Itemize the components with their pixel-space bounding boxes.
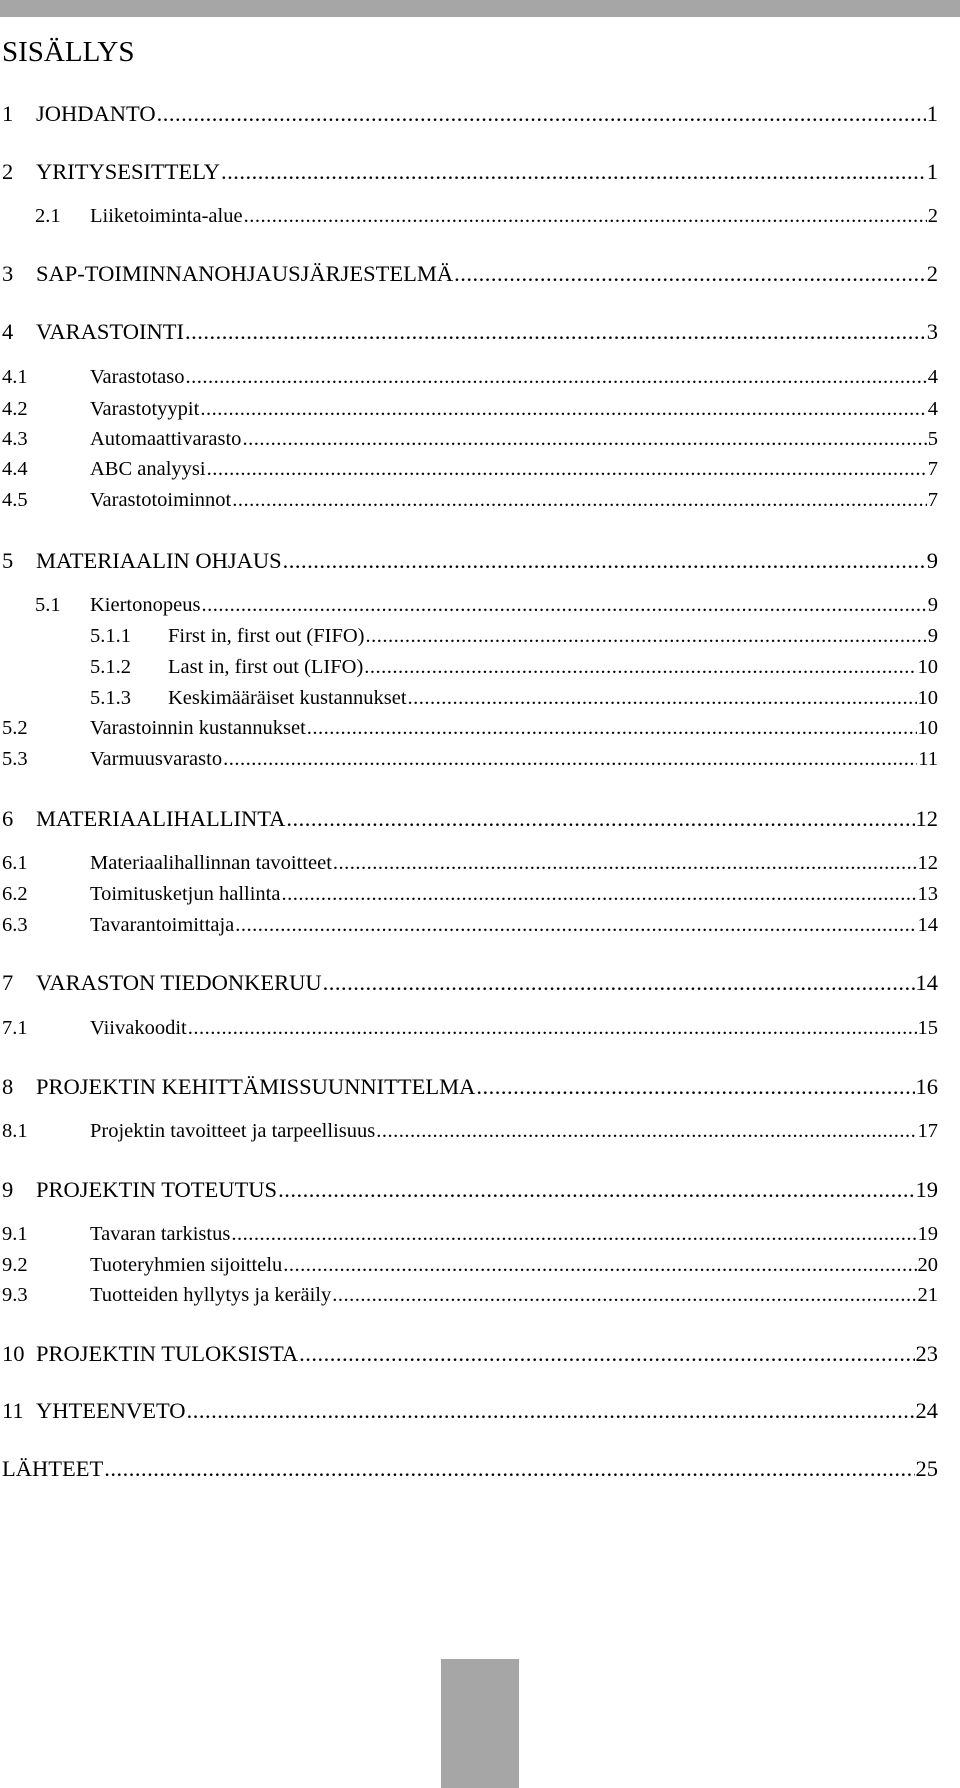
toc-page-number: 4 bbox=[927, 398, 938, 420]
toc-number: 5.1.1 bbox=[90, 625, 131, 647]
toc-entry-4-3[interactable] bbox=[2, 428, 938, 462]
toc-number: 4.3 bbox=[2, 428, 28, 450]
toc-title: JOHDANTO bbox=[36, 101, 156, 126]
toc-dot-leader bbox=[242, 428, 926, 451]
toc-entry-9-1[interactable] bbox=[2, 1223, 938, 1257]
toc-dot-leader bbox=[232, 489, 927, 512]
toc-page-number: 19 bbox=[915, 1177, 938, 1202]
toc-number: 4.2 bbox=[2, 398, 28, 420]
toc-entry-lahteet[interactable] bbox=[2, 1456, 938, 1490]
toc-entry-4[interactable] bbox=[2, 319, 938, 353]
toc-entry-1[interactable] bbox=[2, 101, 938, 135]
toc-entry-9[interactable] bbox=[2, 1177, 938, 1211]
toc-dot-leader bbox=[408, 687, 917, 710]
toc-entry-8-1[interactable] bbox=[2, 1120, 938, 1154]
toc-page-number: 10 bbox=[917, 717, 938, 739]
toc-title: Varastoinnin kustannukset bbox=[90, 717, 306, 739]
toc-dot-leader bbox=[283, 1254, 916, 1277]
toc-number: 2 bbox=[2, 159, 14, 184]
toc-page-number: 23 bbox=[915, 1341, 938, 1366]
toc-dot-leader bbox=[333, 852, 917, 875]
toc-title: VARASTON TIEDONKERUU bbox=[36, 970, 322, 995]
toc-page-number: 20 bbox=[917, 1254, 938, 1276]
toc-page-number: 10 bbox=[917, 656, 938, 678]
toc-title: Varastotyypit bbox=[90, 398, 200, 420]
toc-title: ABC analyysi bbox=[90, 458, 206, 480]
toc-number: 8.1 bbox=[2, 1120, 28, 1142]
toc-dot-leader bbox=[201, 594, 926, 617]
toc-entry-9-3[interactable] bbox=[2, 1284, 938, 1318]
toc-dot-leader bbox=[231, 1223, 916, 1246]
toc-title: PROJEKTIN KEHITTÄMISSUUNNITTELMA bbox=[36, 1074, 476, 1099]
toc-page-number: 12 bbox=[915, 806, 938, 831]
toc-page-number: 7 bbox=[927, 458, 938, 480]
bottom-grey-block bbox=[441, 1659, 519, 1788]
toc-entry-5-1[interactable] bbox=[35, 594, 938, 628]
toc-dot-leader bbox=[157, 101, 926, 127]
toc-title: Tuoteryhmien sijoittelu bbox=[90, 1254, 283, 1276]
toc-dot-leader bbox=[186, 366, 927, 389]
toc-dot-leader bbox=[454, 261, 926, 287]
toc-title: Tavarantoimittaja bbox=[90, 914, 235, 936]
toc-page-number: 13 bbox=[917, 883, 938, 905]
toc-title: Tuotteiden hyllytys ja keräily bbox=[90, 1284, 332, 1306]
toc-page-number: 5 bbox=[927, 428, 938, 450]
toc-number: 4.5 bbox=[2, 489, 28, 511]
toc-entry-6-1[interactable] bbox=[2, 852, 938, 886]
toc-page-number: 4 bbox=[927, 366, 938, 388]
toc-entry-5-1-3[interactable] bbox=[90, 687, 938, 721]
toc-page-number: 11 bbox=[918, 748, 938, 770]
toc-dot-leader bbox=[187, 1398, 915, 1424]
toc-number: 6.3 bbox=[2, 914, 28, 936]
toc-title: First in, first out (FIFO) bbox=[168, 625, 365, 647]
toc-dot-leader bbox=[364, 656, 916, 679]
toc-dot-leader bbox=[200, 398, 926, 421]
toc-page-number: 25 bbox=[915, 1456, 938, 1481]
toc-title: PROJEKTIN TULOKSISTA bbox=[36, 1341, 299, 1366]
toc-entry-2-1[interactable] bbox=[35, 205, 938, 239]
toc-dot-leader bbox=[307, 717, 917, 740]
toc-page-number: 1 bbox=[926, 159, 938, 184]
toc-entry-4-4[interactable] bbox=[2, 458, 938, 492]
toc-title: Toimitusketjun hallinta bbox=[90, 883, 281, 905]
toc-number: 7 bbox=[2, 970, 14, 995]
toc-title: Automaattivarasto bbox=[90, 428, 242, 450]
toc-number: 3 bbox=[2, 261, 14, 286]
toc-page-number: 1 bbox=[926, 101, 938, 126]
toc-page-number: 9 bbox=[926, 548, 938, 573]
toc-number: 4 bbox=[2, 319, 14, 344]
toc-number: 9.1 bbox=[2, 1223, 28, 1245]
toc-title: Liiketoiminta-alue bbox=[90, 205, 243, 227]
toc-entry-6-2[interactable] bbox=[2, 883, 938, 917]
toc-dot-leader bbox=[286, 806, 914, 832]
toc-number: 7.1 bbox=[2, 1017, 28, 1039]
toc-number: 4.1 bbox=[2, 366, 28, 388]
toc-dot-leader bbox=[235, 914, 916, 937]
toc-title: Last in, first out (LIFO) bbox=[168, 656, 364, 678]
toc-title: Projektin tavoitteet ja tarpeellisuus bbox=[90, 1120, 376, 1142]
toc-dot-leader bbox=[365, 625, 926, 648]
toc-dot-leader bbox=[221, 159, 926, 185]
toc-dot-leader bbox=[278, 1177, 914, 1203]
toc-dot-leader bbox=[223, 748, 917, 771]
toc-entry-10[interactable] bbox=[2, 1341, 938, 1375]
toc-number: 5.3 bbox=[2, 748, 28, 770]
toc-page-number: 9 bbox=[927, 625, 938, 647]
toc-title: Viivakoodit bbox=[90, 1017, 187, 1039]
toc-title: LÄHTEET bbox=[2, 1456, 104, 1481]
toc-entry-5-2[interactable] bbox=[2, 717, 938, 751]
toc-dot-leader bbox=[476, 1074, 914, 1100]
toc-title: SAP-TOIMINNANOHJAUSJÄRJESTELMÄ bbox=[36, 261, 454, 286]
toc-dot-leader bbox=[281, 883, 916, 906]
toc-page-number: 12 bbox=[917, 852, 938, 874]
toc-page-number: 9 bbox=[927, 594, 938, 616]
toc-dot-leader bbox=[299, 1341, 914, 1367]
toc-dot-leader bbox=[104, 1456, 914, 1482]
toc-title: Varastotoiminnot bbox=[90, 489, 232, 511]
toc-dot-leader bbox=[207, 458, 927, 481]
toc-entry-9-2[interactable] bbox=[2, 1254, 938, 1288]
toc-page-number: 14 bbox=[915, 970, 938, 995]
toc-number: 9.3 bbox=[2, 1284, 28, 1306]
toc-dot-leader bbox=[376, 1120, 916, 1143]
toc-page-number: 14 bbox=[917, 914, 938, 936]
toc-entry-4-2[interactable] bbox=[2, 398, 938, 432]
toc-entry-6[interactable] bbox=[2, 806, 938, 840]
toc-dot-leader bbox=[185, 319, 926, 345]
toc-entry-3[interactable] bbox=[2, 261, 938, 295]
toc-number: 6 bbox=[2, 806, 14, 831]
toc-dot-leader bbox=[188, 1017, 917, 1040]
toc-entry-6-3[interactable] bbox=[2, 914, 938, 948]
top-page-edge-bar bbox=[0, 0, 960, 17]
toc-entry-5-1-2[interactable] bbox=[90, 656, 938, 690]
toc-page-number: 15 bbox=[917, 1017, 938, 1039]
toc-number: 5.1.3 bbox=[90, 687, 131, 709]
toc-entry-5[interactable] bbox=[2, 548, 938, 582]
toc-number: 5.2 bbox=[2, 717, 28, 739]
toc-title: Varmuusvarasto bbox=[90, 748, 223, 770]
toc-page-number: 2 bbox=[927, 205, 938, 227]
toc-number: 5 bbox=[2, 548, 14, 573]
toc-number: 4.4 bbox=[2, 458, 28, 480]
toc-page-number: 17 bbox=[917, 1120, 938, 1142]
toc-page-number: 24 bbox=[915, 1398, 938, 1423]
toc-dot-leader bbox=[244, 205, 927, 228]
toc-title: Materiaalihallinnan tavoitteet bbox=[90, 852, 332, 874]
toc-entry-4-1[interactable] bbox=[2, 366, 938, 400]
toc-entry-7[interactable] bbox=[2, 970, 938, 1004]
toc-title: YHTEENVETO bbox=[36, 1398, 186, 1423]
toc-page-number: 10 bbox=[917, 687, 938, 709]
toc-entry-7-1[interactable] bbox=[2, 1017, 938, 1051]
toc-page-number: 2 bbox=[926, 261, 938, 286]
toc-number: 9 bbox=[2, 1177, 14, 1202]
toc-number: 10 bbox=[2, 1341, 25, 1366]
toc-entry-5-3[interactable] bbox=[2, 748, 938, 782]
toc-number: 6.2 bbox=[2, 883, 28, 905]
toc-number: 11 bbox=[2, 1398, 24, 1423]
toc-entry-5-1-1[interactable] bbox=[90, 625, 938, 659]
toc-title: Keskimääräiset kustannukset bbox=[168, 687, 407, 709]
page-title: SISÄLLYS bbox=[2, 36, 135, 68]
toc-dot-leader bbox=[283, 548, 926, 574]
toc-title: Kiertonopeus bbox=[90, 594, 201, 616]
toc-title: YRITYSESITTELY bbox=[36, 159, 220, 184]
toc-number: 2.1 bbox=[35, 205, 61, 227]
toc-number: 1 bbox=[2, 101, 14, 126]
toc-number: 5.1 bbox=[35, 594, 61, 616]
toc-dot-leader bbox=[323, 970, 915, 996]
toc-title: MATERIAALIN OHJAUS bbox=[36, 548, 282, 573]
toc-entry-4-5[interactable] bbox=[2, 489, 938, 523]
toc-page-number: 7 bbox=[927, 489, 938, 511]
toc-entry-11[interactable] bbox=[2, 1398, 938, 1432]
toc-title: Varastotaso bbox=[90, 366, 185, 388]
toc-entry-2[interactable] bbox=[2, 159, 938, 193]
toc-number: 5.1.2 bbox=[90, 656, 131, 678]
toc-dot-leader bbox=[332, 1284, 916, 1307]
toc-page-number: 19 bbox=[917, 1223, 938, 1245]
toc-title: Tavaran tarkistus bbox=[90, 1223, 231, 1245]
toc-entry-8[interactable] bbox=[2, 1074, 938, 1108]
toc-page-number: 16 bbox=[915, 1074, 938, 1099]
toc-title: PROJEKTIN TOTEUTUS bbox=[36, 1177, 278, 1202]
toc-title: VARASTOINTI bbox=[36, 319, 184, 344]
toc-number: 9.2 bbox=[2, 1254, 28, 1276]
toc-page-number: 21 bbox=[917, 1284, 938, 1306]
toc-title: MATERIAALIHALLINTA bbox=[36, 806, 286, 831]
toc-number: 6.1 bbox=[2, 852, 28, 874]
toc-number: 8 bbox=[2, 1074, 14, 1099]
toc-page-number: 3 bbox=[926, 319, 938, 344]
